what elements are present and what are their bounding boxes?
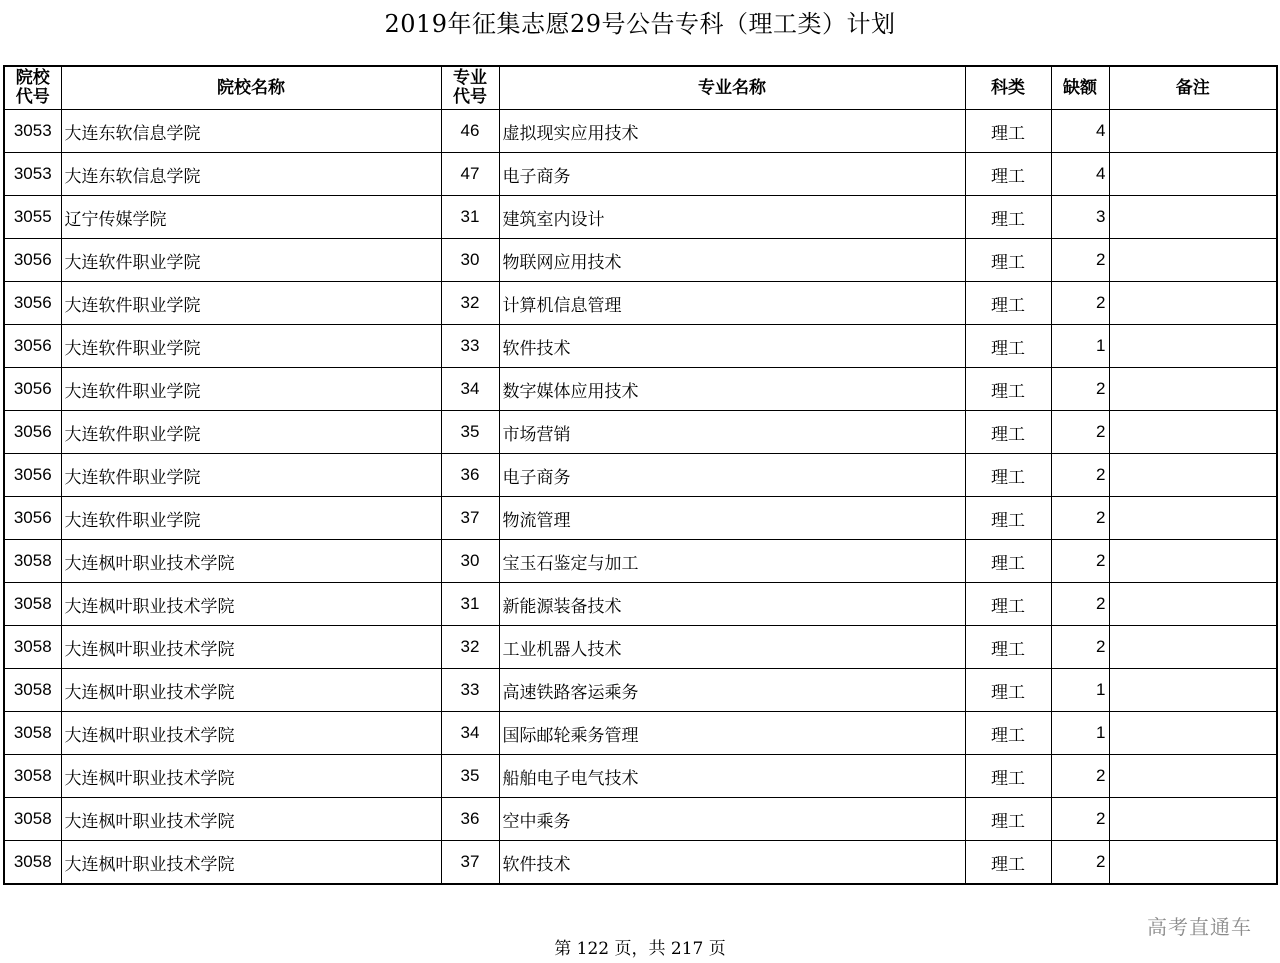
cell-category: 理工 (965, 497, 1051, 540)
cell-category: 理工 (965, 282, 1051, 325)
cell-vacancy: 3 (1051, 196, 1109, 239)
cell-category: 理工 (965, 196, 1051, 239)
cell-major-name: 电子商务 (499, 153, 965, 196)
cell-school-name: 大连软件职业学院 (61, 454, 441, 497)
cell-major-name: 虚拟现实应用技术 (499, 110, 965, 153)
cell-category: 理工 (965, 669, 1051, 712)
header-major-name: 专业名称 (499, 66, 965, 110)
cell-note (1109, 196, 1277, 239)
cell-school-name: 大连软件职业学院 (61, 239, 441, 282)
cell-category: 理工 (965, 153, 1051, 196)
cell-major-code: 33 (441, 669, 499, 712)
table-row (4, 110, 1277, 153)
cell-major-code: 32 (441, 282, 499, 325)
document-title: 2019年征集志愿29号公告专科（理工类）计划 (384, 10, 896, 38)
table-row (4, 325, 1277, 368)
cell-category: 理工 (965, 626, 1051, 669)
cell-school-code: 3053 (4, 153, 61, 196)
cell-major-name: 物联网应用技术 (499, 239, 965, 282)
cell-major-code: 37 (441, 497, 499, 540)
cell-school-code: 3058 (4, 841, 61, 885)
table-row (4, 755, 1277, 798)
cell-category: 理工 (965, 841, 1051, 885)
cell-school-name: 大连软件职业学院 (61, 368, 441, 411)
cell-major-code: 36 (441, 798, 499, 841)
cell-major-code: 31 (441, 583, 499, 626)
cell-category: 理工 (965, 411, 1051, 454)
cell-note (1109, 583, 1277, 626)
table-body (4, 110, 1277, 885)
cell-category: 理工 (965, 583, 1051, 626)
cell-school-name: 大连软件职业学院 (61, 282, 441, 325)
cell-major-name: 空中乘务 (499, 798, 965, 841)
table-row (4, 712, 1277, 755)
cell-school-code: 3058 (4, 540, 61, 583)
table-row (4, 540, 1277, 583)
header-vacancy: 缺额 (1051, 66, 1109, 110)
cell-note (1109, 282, 1277, 325)
cell-major-code: 35 (441, 755, 499, 798)
cell-note (1109, 755, 1277, 798)
cell-school-name: 大连枫叶职业技术学院 (61, 712, 441, 755)
cell-school-code: 3058 (4, 583, 61, 626)
table-row (4, 239, 1277, 282)
cell-school-code: 3053 (4, 110, 61, 153)
cell-vacancy: 2 (1051, 497, 1109, 540)
cell-vacancy: 2 (1051, 583, 1109, 626)
cell-major-name: 软件技术 (499, 325, 965, 368)
cell-school-code: 3056 (4, 454, 61, 497)
cell-note (1109, 325, 1277, 368)
cell-note (1109, 239, 1277, 282)
table-row (4, 798, 1277, 841)
cell-major-code: 34 (441, 368, 499, 411)
cell-school-code: 3056 (4, 497, 61, 540)
cell-major-code: 36 (441, 454, 499, 497)
table-row (4, 626, 1277, 669)
cell-vacancy: 2 (1051, 755, 1109, 798)
cell-vacancy: 2 (1051, 368, 1109, 411)
table-row (4, 411, 1277, 454)
cell-major-name: 软件技术 (499, 841, 965, 885)
cell-category: 理工 (965, 712, 1051, 755)
cell-vacancy: 2 (1051, 626, 1109, 669)
cell-vacancy: 1 (1051, 325, 1109, 368)
cell-note (1109, 712, 1277, 755)
enrollment-plan-table (3, 65, 1278, 885)
table-row (4, 497, 1277, 540)
cell-major-code: 35 (441, 411, 499, 454)
cell-school-name: 辽宁传媒学院 (61, 196, 441, 239)
cell-note (1109, 153, 1277, 196)
cell-note (1109, 540, 1277, 583)
cell-major-name: 国际邮轮乘务管理 (499, 712, 965, 755)
cell-school-name: 大连东软信息学院 (61, 153, 441, 196)
cell-major-name: 电子商务 (499, 454, 965, 497)
cell-note (1109, 841, 1277, 885)
table-row (4, 583, 1277, 626)
cell-category: 理工 (965, 540, 1051, 583)
cell-school-code: 3058 (4, 626, 61, 669)
cell-school-name: 大连软件职业学院 (61, 411, 441, 454)
table-row (4, 368, 1277, 411)
cell-note (1109, 454, 1277, 497)
header-school-code: 院校 代号 (4, 66, 61, 110)
table-header-row (4, 66, 1277, 110)
table-row (4, 282, 1277, 325)
cell-major-name: 船舶电子电气技术 (499, 755, 965, 798)
cell-school-code: 3056 (4, 368, 61, 411)
table-row (4, 153, 1277, 196)
cell-school-code: 3058 (4, 712, 61, 755)
table-row (4, 196, 1277, 239)
cell-school-name: 大连枫叶职业技术学院 (61, 841, 441, 885)
cell-school-name: 大连软件职业学院 (61, 497, 441, 540)
cell-school-name: 大连软件职业学院 (61, 325, 441, 368)
cell-vacancy: 4 (1051, 110, 1109, 153)
cell-note (1109, 497, 1277, 540)
cell-school-name: 大连枫叶职业技术学院 (61, 540, 441, 583)
cell-major-code: 47 (441, 153, 499, 196)
cell-vacancy: 2 (1051, 282, 1109, 325)
cell-vacancy: 2 (1051, 540, 1109, 583)
cell-note (1109, 669, 1277, 712)
cell-school-name: 大连枫叶职业技术学院 (61, 583, 441, 626)
cell-school-code: 3056 (4, 411, 61, 454)
cell-major-code: 33 (441, 325, 499, 368)
cell-school-code: 3058 (4, 798, 61, 841)
cell-major-code: 30 (441, 239, 499, 282)
cell-major-code: 34 (441, 712, 499, 755)
cell-note (1109, 626, 1277, 669)
cell-school-name: 大连枫叶职业技术学院 (61, 626, 441, 669)
header-category: 科类 (965, 66, 1051, 110)
cell-category: 理工 (965, 755, 1051, 798)
cell-vacancy: 2 (1051, 841, 1109, 885)
cell-category: 理工 (965, 798, 1051, 841)
cell-vacancy: 2 (1051, 454, 1109, 497)
cell-school-code: 3056 (4, 282, 61, 325)
cell-category: 理工 (965, 110, 1051, 153)
cell-category: 理工 (965, 368, 1051, 411)
cell-school-name: 大连枫叶职业技术学院 (61, 755, 441, 798)
cell-school-code: 3055 (4, 196, 61, 239)
cell-vacancy: 2 (1051, 239, 1109, 282)
header-note: 备注 (1109, 66, 1277, 110)
watermark-brand: 高考直通车 (1147, 915, 1252, 939)
cell-vacancy: 1 (1051, 712, 1109, 755)
cell-major-name: 工业机器人技术 (499, 626, 965, 669)
table-row (4, 669, 1277, 712)
header-school-name: 院校名称 (61, 66, 441, 110)
table-row (4, 454, 1277, 497)
cell-note (1109, 411, 1277, 454)
cell-school-code: 3058 (4, 669, 61, 712)
cell-major-code: 32 (441, 626, 499, 669)
cell-major-name: 市场营销 (499, 411, 965, 454)
cell-vacancy: 2 (1051, 798, 1109, 841)
cell-school-code: 3056 (4, 325, 61, 368)
cell-vacancy: 4 (1051, 153, 1109, 196)
cell-major-code: 37 (441, 841, 499, 885)
cell-school-name: 大连东软信息学院 (61, 110, 441, 153)
cell-major-name: 宝玉石鉴定与加工 (499, 540, 965, 583)
cell-major-name: 计算机信息管理 (499, 282, 965, 325)
cell-school-name: 大连枫叶职业技术学院 (61, 798, 441, 841)
cell-school-code: 3056 (4, 239, 61, 282)
cell-major-code: 30 (441, 540, 499, 583)
cell-note (1109, 110, 1277, 153)
page-number: 第 122 页，共 217 页 (554, 939, 726, 959)
table-row (4, 841, 1277, 885)
cell-major-code: 31 (441, 196, 499, 239)
cell-note (1109, 368, 1277, 411)
cell-category: 理工 (965, 454, 1051, 497)
cell-school-code: 3058 (4, 755, 61, 798)
cell-category: 理工 (965, 239, 1051, 282)
cell-note (1109, 798, 1277, 841)
cell-major-name: 新能源装备技术 (499, 583, 965, 626)
header-major-code: 专业 代号 (441, 66, 499, 110)
cell-vacancy: 1 (1051, 669, 1109, 712)
cell-major-name: 建筑室内设计 (499, 196, 965, 239)
cell-major-name: 数字媒体应用技术 (499, 368, 965, 411)
cell-major-name: 高速铁路客运乘务 (499, 669, 965, 712)
cell-major-code: 46 (441, 110, 499, 153)
cell-vacancy: 2 (1051, 411, 1109, 454)
cell-category: 理工 (965, 325, 1051, 368)
cell-school-name: 大连枫叶职业技术学院 (61, 669, 441, 712)
cell-major-name: 物流管理 (499, 497, 965, 540)
